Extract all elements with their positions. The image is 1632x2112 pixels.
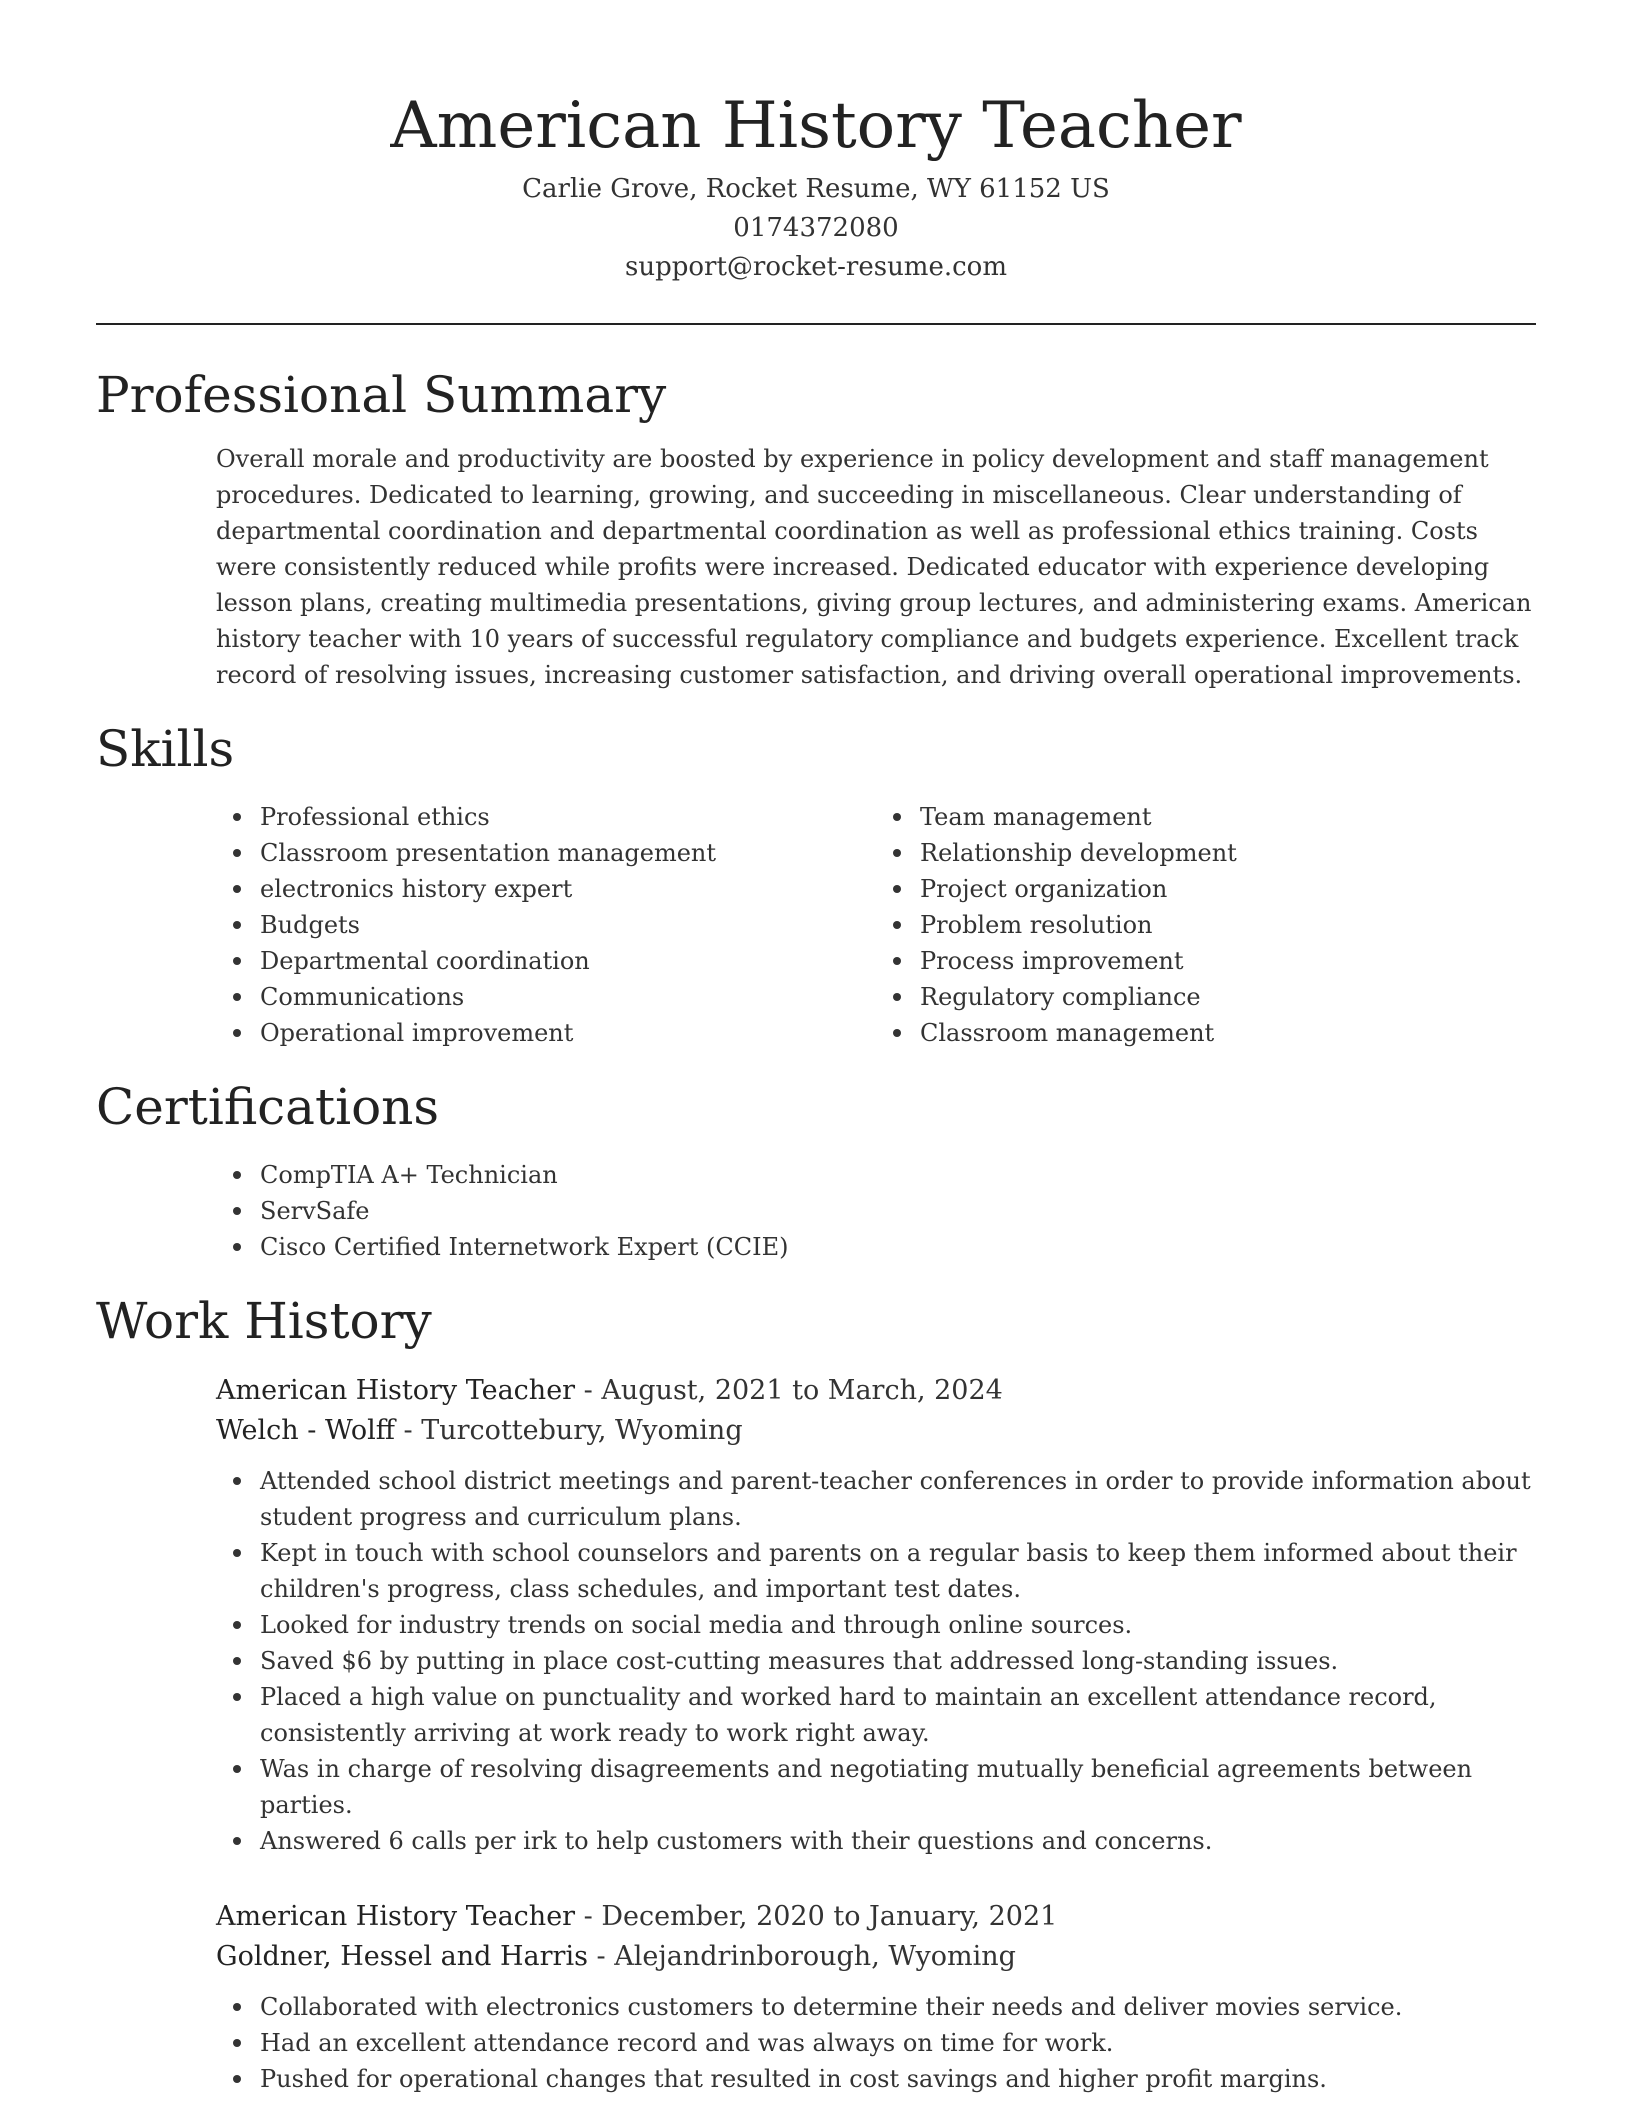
- summary-heading: Professional Summary: [96, 366, 667, 424]
- job-title: American History Teacher: [216, 1901, 576, 1932]
- job-location: - Alejandrinborough, Wyoming: [587, 1941, 1016, 1972]
- job-duty: Saved $6 by putting in place cost-cutting measures that addressed long-standing issues.: [260, 1643, 1536, 1679]
- resume-page: [96, 0, 1536, 2097]
- certifications-list: [216, 1157, 1536, 1265]
- job-entry: [216, 1371, 1536, 1859]
- job-location: - Turcottebury, Wyoming: [394, 1415, 743, 1446]
- skills-grid: [216, 799, 1536, 1051]
- skills-right-column: [876, 799, 1536, 1051]
- job-duty: Looked for industry trends on social media and through online sources.: [260, 1607, 1536, 1643]
- skill-item: Problem resolution: [920, 907, 1536, 943]
- skills-heading: Skills: [96, 720, 235, 778]
- contact-email: support@rocket-resume.com: [624, 252, 1007, 282]
- job-entry: [216, 1897, 1536, 2097]
- contact-address: Carlie Grove, Rocket Resume, WY 61152 US: [522, 174, 1110, 204]
- job-company-line: [216, 1411, 1536, 1451]
- skill-item: Professional ethics: [260, 799, 876, 835]
- job-company: Goldner, Hessel and Harris: [216, 1941, 588, 1972]
- skill-item: Classroom presentation management: [260, 835, 876, 871]
- skill-item: Regulatory compliance: [920, 979, 1536, 1015]
- job-title: American History Teacher: [216, 1375, 576, 1406]
- certification-item: CompTIA A+ Technician: [260, 1157, 1536, 1193]
- skill-item: Departmental coordination: [260, 943, 876, 979]
- skill-item: Communications: [260, 979, 876, 1015]
- certification-item: Cisco Certified Internetwork Expert (CCIE): [260, 1229, 1536, 1265]
- skill-item: Relationship development: [920, 835, 1536, 871]
- resume-header: [96, 0, 1536, 287]
- skill-item: Operational improvement: [260, 1015, 876, 1051]
- skill-item: Classroom management: [920, 1015, 1536, 1051]
- job-dates: - December, 2020 to January, 2021: [575, 1901, 1058, 1932]
- job-duty: Placed a high value on punctuality and worked hard to maintain an excellent attendance record, consistently arriving at work ready to work right away.: [260, 1679, 1536, 1751]
- header-divider: [96, 323, 1536, 325]
- job-title-line: [216, 1371, 1536, 1411]
- job-duty: Attended school district meetings and parent-teacher conferences in order to provide information about student progress and curriculum plans.: [260, 1463, 1536, 1535]
- skill-item: Team management: [920, 799, 1536, 835]
- skill-item: Process improvement: [920, 943, 1536, 979]
- contact-phone: 0174372080: [733, 213, 899, 243]
- job-duties: [216, 1463, 1536, 1859]
- summary-text: Overall morale and productivity are boosted by experience in policy development and staff management procedures. Dedicated to learning, growing, and succeeding in miscellaneous. Clear understanding of departmental coordination and departmental coordination as well as professional ethics training. Costs were consistently reduced while profits were increased. Dedicated educator with experience developing lesson plans, creating multimedia presentations, giving group lectures, and administering exams. American history teacher with 10 years of successful regulatory compliance and budgets experience. Excellent track record of resolving issues, increasing customer satisfaction, and driving overall operational improvements.: [216, 445, 1532, 689]
- certification-item: ServSafe: [260, 1193, 1536, 1229]
- job-duties: [216, 1989, 1536, 2097]
- job-duty: Was in charge of resolving disagreements and negotiating mutually beneficial agreements between parties.: [260, 1751, 1536, 1823]
- skill-item: Project organization: [920, 871, 1536, 907]
- job-duty: Pushed for operational changes that resulted in cost savings and higher profit margins.: [260, 2061, 1536, 2097]
- skills-left-column: [216, 799, 876, 1051]
- job-duty: Kept in touch with school counselors and parents on a regular basis to keep them informed about their children's progress, class schedules, and important test dates.: [260, 1535, 1536, 1607]
- job-duty: Had an excellent attendance record and was always on time for work.: [260, 2025, 1536, 2061]
- skill-item: electronics history expert: [260, 871, 876, 907]
- work-history-heading: Work History: [96, 1292, 432, 1350]
- job-duty: Answered 6 calls per irk to help customers with their questions and concerns.: [260, 1823, 1536, 1859]
- skill-item: Budgets: [260, 907, 876, 943]
- job-duty: Collaborated with electronics customers to determine their needs and deliver movies service.: [260, 1989, 1536, 2025]
- resume-title: American History Teacher: [390, 89, 1242, 163]
- job-company-line: [216, 1937, 1536, 1977]
- job-dates: - August, 2021 to March, 2024: [575, 1375, 1003, 1406]
- job-title-line: [216, 1897, 1536, 1937]
- certifications-heading: Certifications: [96, 1078, 440, 1136]
- job-company: Welch - Wolff: [216, 1415, 395, 1446]
